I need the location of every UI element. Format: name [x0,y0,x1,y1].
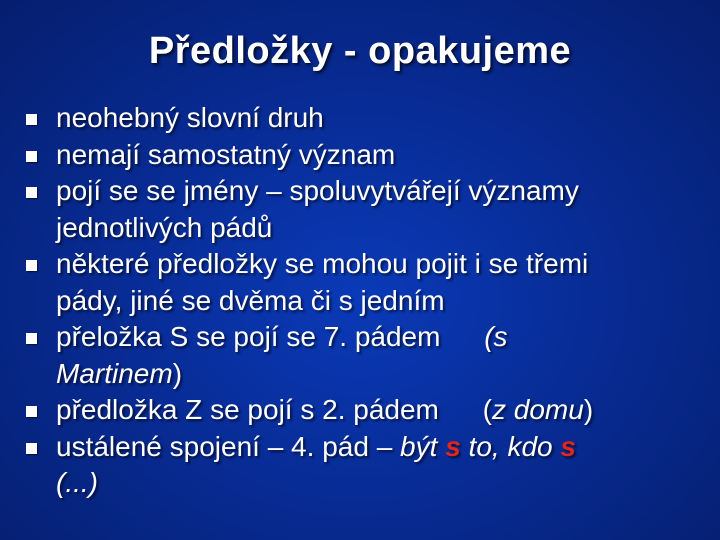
bullet-text: neohebný slovní druh [56,102,324,133]
highlight-letter: s [560,430,576,462]
slide-title: Předložky - opakujeme [148,30,572,72]
example-close: ) [172,357,183,389]
bullet-item [26,246,716,319]
bullet-text-continuation: pády, jiné se dvěma či s jedním [56,284,445,316]
bullet-item [26,319,716,392]
bullet-item [26,100,716,137]
example-open: (s [484,321,508,352]
bullet-text: nemají samostatný význam [56,138,396,170]
highlight-letter: s [445,430,461,462]
square-bullet-icon [26,260,37,271]
example-text: z domu [491,394,584,425]
square-bullet-icon [26,333,37,344]
bullet-text-continuation: jednotlivých pádů [56,211,273,243]
example-close: ) [583,394,594,425]
example-text: Martinem [56,357,173,389]
bullet-text-continuation: (...) [56,467,98,498]
bullet-list [26,100,716,502]
bullet-item [26,137,716,174]
bullet-item [26,173,716,246]
bullet-text: předložka Z se pojí s 2. pádem [56,394,439,425]
bullet-text: pojí se se jmény – spoluvytvářejí významy [56,175,579,206]
example-text: to, kdo [468,430,553,462]
example-open: ( [482,394,492,425]
bullet-text: některé předložky se mohou pojit i se třemi [56,248,589,279]
bullet-item [26,392,716,429]
square-bullet-icon [26,406,37,417]
bullet-text: ustálené spojení – 4. pád – [56,430,393,462]
square-bullet-icon [26,187,37,198]
bullet-item [26,429,716,502]
square-bullet-icon [26,114,37,125]
example-text: být [400,430,438,462]
square-bullet-icon [26,151,37,162]
bullet-text: přeložka S se pojí se 7. pádem [56,321,441,352]
square-bullet-icon [26,443,37,454]
